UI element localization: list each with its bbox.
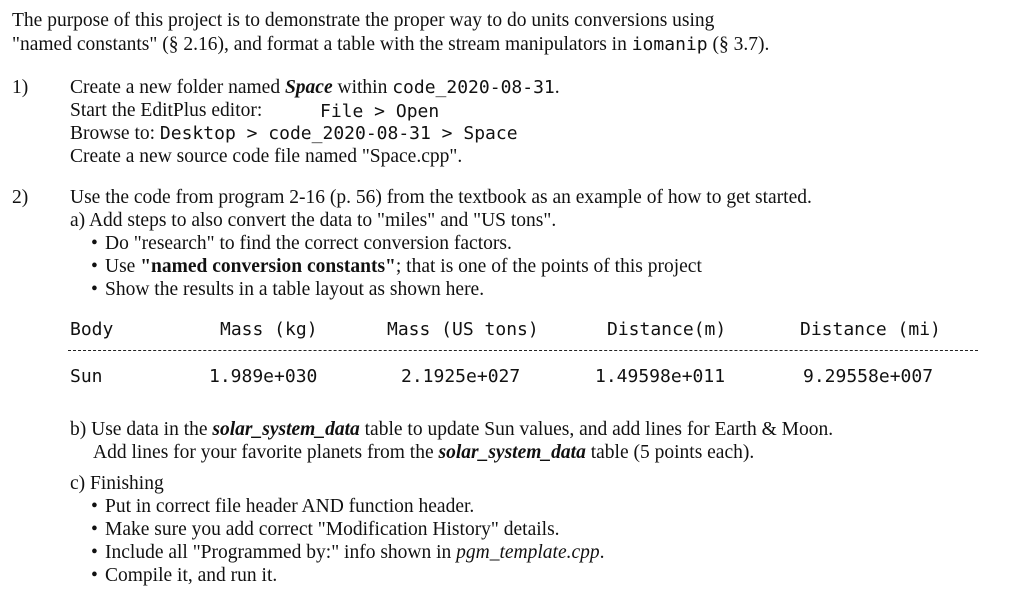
part-b-text-a: b) Use data in the xyxy=(70,419,213,440)
bullet-programmed-text: Include all "Programmed by:" info shown in xyxy=(105,542,457,563)
part-b-text-b: table to update Sun values, and add lines for Earth & Moon. xyxy=(359,419,834,440)
bullet-table-layout: • Show the results in a table layout as shown here. xyxy=(91,279,485,300)
table-divider xyxy=(68,350,978,351)
step2-number: 2) xyxy=(12,187,29,208)
step1-line-3 xyxy=(70,122,518,145)
bullet-compile-run: • Compile it, and run it. xyxy=(91,565,278,586)
table-cell-body: Sun xyxy=(70,366,103,387)
folder-code-path: code_2020-08-31 xyxy=(392,77,555,98)
step2-line-1: Use the code from program 2-16 (p. 56) from the textbook as an example of how to get started. xyxy=(70,187,812,208)
menu-path-file-open: File > Open xyxy=(320,101,440,122)
bullet-table-text: Show the results in a table layout as shown here. xyxy=(105,279,485,300)
step1-editor-text: Start the EditPlus editor: xyxy=(70,100,263,121)
step1-number: 1) xyxy=(12,77,29,98)
table-header-distance-m: Distance(m) xyxy=(607,319,727,340)
step1-text-c: . xyxy=(554,77,560,98)
intro-line-1 xyxy=(12,9,714,32)
intro-text-2a: "named constants" (§ 2.16), and format a table with the stream manipulators in xyxy=(12,34,632,55)
step2-part-b-line-2 xyxy=(93,441,754,464)
table-cell-distance-m: 1.49598e+011 xyxy=(595,366,726,387)
intro-text-2b: (§ 3.7). xyxy=(707,34,770,55)
bullet-file-header: • Put in correct file header AND function header. xyxy=(91,496,475,517)
table-header-mass-tons: Mass (US tons) xyxy=(387,319,539,340)
step1-line-1 xyxy=(70,76,560,99)
solar-system-data-ref-2: solar_system_data xyxy=(438,442,586,463)
named-conversion-constants: "named conversion constants" xyxy=(140,256,396,277)
table-cell-mass-tons: 2.1925e+027 xyxy=(401,366,521,387)
step1-browse-text: Browse to: xyxy=(70,123,160,144)
part-b-text-c: Add lines for your favorite planets from the xyxy=(93,442,439,463)
step1-line-2 xyxy=(70,99,440,122)
intro-code-iomanip: iomanip xyxy=(631,34,708,55)
part-b-text-d: table (5 points each). xyxy=(585,442,755,463)
folder-name-space: Space xyxy=(284,77,333,98)
step1-text-a: Create a new folder named xyxy=(70,77,285,98)
bullet-programmed-by: • Include all "Programmed by:" info shown in pgm_template.cpp. xyxy=(91,542,605,563)
bullet-research: • Do "research" to find the correct conversion factors. xyxy=(91,233,512,254)
step2-part-c: c) Finishing xyxy=(70,473,164,494)
bullet-mod-history-text: Make sure you add correct "Modification History" details. xyxy=(105,519,560,540)
table-header-mass-kg: Mass (kg) xyxy=(220,319,318,340)
bullet-file-header-text: Put in correct file header AND function header. xyxy=(105,496,475,517)
step1-line-4: Create a new source code file named "Space.cpp". xyxy=(70,146,463,167)
bullet-modification-history: • Make sure you add correct "Modification History" details. xyxy=(91,519,560,540)
bullet-nc-text-b: ; that is one of the points of this project xyxy=(395,256,702,277)
step2-part-b-line-1 xyxy=(70,418,833,441)
bullet-research-text: Do "research" to find the correct conversion factors. xyxy=(105,233,512,254)
pgm-template-filename: pgm_template.cpp xyxy=(456,542,600,563)
step1-text-b: within xyxy=(332,77,393,98)
step2-part-a: a) Add steps to also convert the data to "miles" and "US tons". xyxy=(70,210,557,231)
bullet-compile-text: Compile it, and run it. xyxy=(105,565,278,586)
bullet-programmed-end: . xyxy=(599,542,605,563)
intro-line-2 xyxy=(12,33,769,56)
table-header-body: Body xyxy=(70,319,114,340)
intro-text-1: The purpose of this project is to demonstrate the proper way to do units conversions using xyxy=(12,10,715,31)
browse-path: Desktop > code_2020-08-31 > Space xyxy=(159,123,518,144)
bullet-named-constants: • Use "named conversion constants"; that is one of the points of this project xyxy=(91,256,702,277)
bullet-nc-text-a: Use xyxy=(105,256,141,277)
table-cell-distance-mi: 9.29558e+007 xyxy=(803,366,934,387)
table-header-distance-mi: Distance (mi) xyxy=(800,319,941,340)
table-cell-mass-kg: 1.989e+030 xyxy=(209,366,318,387)
solar-system-data-ref-1: solar_system_data xyxy=(212,419,360,440)
